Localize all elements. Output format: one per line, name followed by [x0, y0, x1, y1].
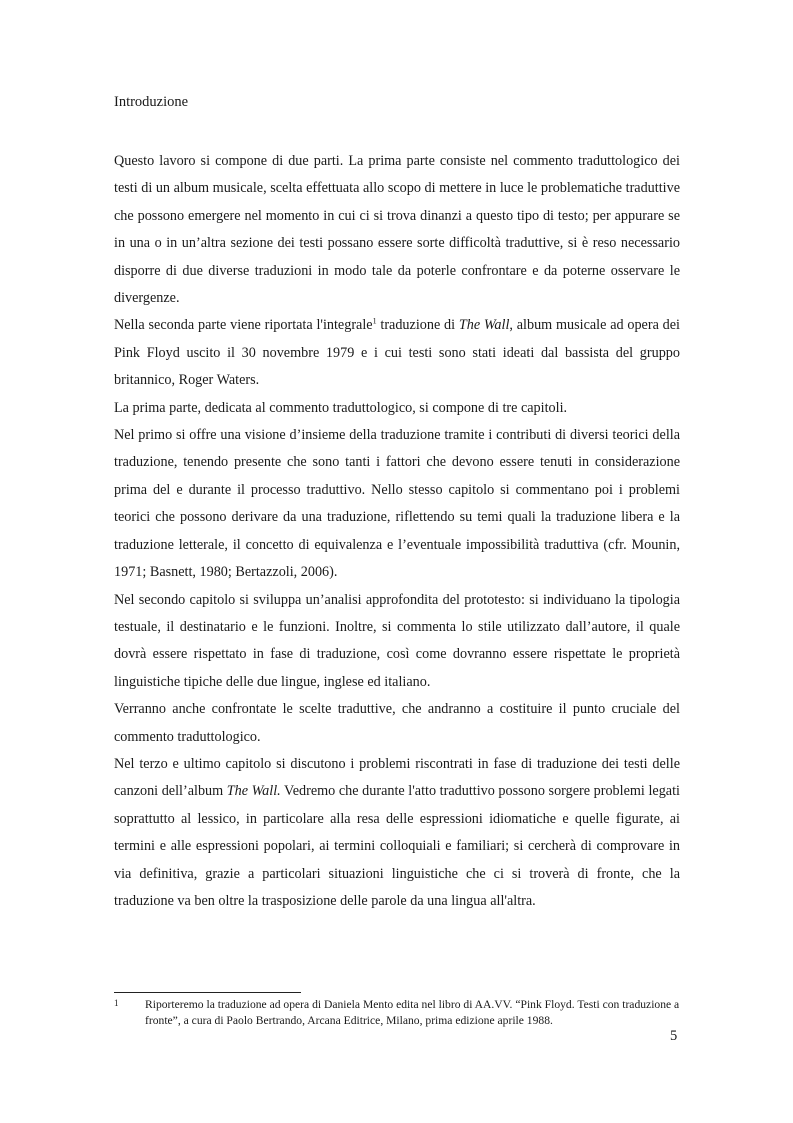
paragraph-2-part-a: Nella seconda parte viene riportata l'integrale	[114, 317, 373, 334]
footnote-separator	[114, 992, 301, 993]
album-title-2: The Wall.	[226, 783, 281, 800]
paragraph-2	[114, 312, 680, 394]
paragraph-2-part-b: traduzione di	[376, 317, 459, 334]
page-number: 5	[670, 1028, 678, 1044]
section-heading: Introduzione	[114, 94, 189, 110]
paragraph-6: Verranno anche confrontate le scelte traduttive, che andranno a costituire il punto cruciale del commento traduttologico.	[114, 701, 680, 745]
paragraph-3: La prima parte, dedicata al commento traduttologico, si compone di tre capitoli.	[114, 399, 568, 416]
paragraph-5: Nel secondo capitolo si sviluppa un’analisi approfondita del prototesto: si individuano la tipologia testuale, il destinatario e le funzioni. Inoltre, si commenta lo stile utilizzato dall’autore, il quale dovrà essere rispettato in fase di traduzione, così come dovranno essere rispettate le proprietà linguistiche tipiche delle due lingue, inglese ed italiano.	[114, 591, 680, 690]
footnote-number: 1	[114, 998, 119, 1008]
paragraph-2-part-c: , album musicale ad opera dei Pink Floyd uscito il 30 novembre 1979 e i cui testi sono stati ideati dal bassista del gruppo britannico, Roger Waters.	[114, 317, 680, 389]
footnote-text: Riporteremo la traduzione ad opera di Daniela Mento edita nel libro di AA.VV. “Pink Floyd. Testi con traduzione a fronte”, a cura di Paolo Bertrando, Arcana Editrice, Milano, prima edizione aprile 1988.	[145, 998, 680, 1027]
album-title: The Wall	[458, 317, 510, 334]
paragraph-7-part-a: Nel terzo e ultimo capitolo si discutono i problemi riscontrati in fase di traduzione dei testi delle canzoni dell’album	[114, 755, 680, 800]
paragraph-7-part-b: Vedremo che durante l'atto traduttivo possono sorgere problemi legati soprattutto al lessico, in particolare alla resa delle espressioni idiomatiche e quelle figurate, ai termini e alle espressioni popolari, ai termini colloquiali e familiari; si cercherà di comprovare in via definitiva, grazie a particolari situazioni linguistiche che ci si troverà di fronte, che la traduzione va ben oltre la trasposizione delle parole da una lingua all'altra.	[114, 783, 680, 909]
footnote	[114, 997, 686, 1029]
paragraph-1: Questo lavoro si compone di due parti. La prima parte consiste nel commento traduttologico dei testi di un album musicale, scelta effettuata allo scopo di mettere in luce le problematiche traduttive che possono emergere nel momento in cui ci si trova dinanzi a questo tipo di testo; per appurare se in una o in un’altra sezione dei testi possano essere sorte difficoltà traduttive, si è reso necessario disporre di due diverse traduzioni in modo tale da poterle confrontare e da poterne osservare le divergenze.	[114, 153, 680, 307]
paragraph-4: Nel primo si offre una visione d’insieme della traduzione tramite i contributi di diversi teorici della traduzione, tenendo presente che sono tanti i fattori che devono essere tenuti in considerazione prima del e durante il processo traduttivo. Nello stesso capitolo si commentano poi i problemi teorici che possono derivare da una traduzione, riflettendo su temi quali la traduzione libera e la traduzione letterale, il concetto di equivalenza e l’eventuale impossibilità traduttiva (cfr. Mounin, 1971; Basnett, 1980; Bertazzoli, 2006).	[114, 427, 680, 581]
body-text	[114, 148, 680, 915]
footnote-reference: 1	[372, 316, 377, 326]
paragraph-7	[114, 751, 680, 915]
